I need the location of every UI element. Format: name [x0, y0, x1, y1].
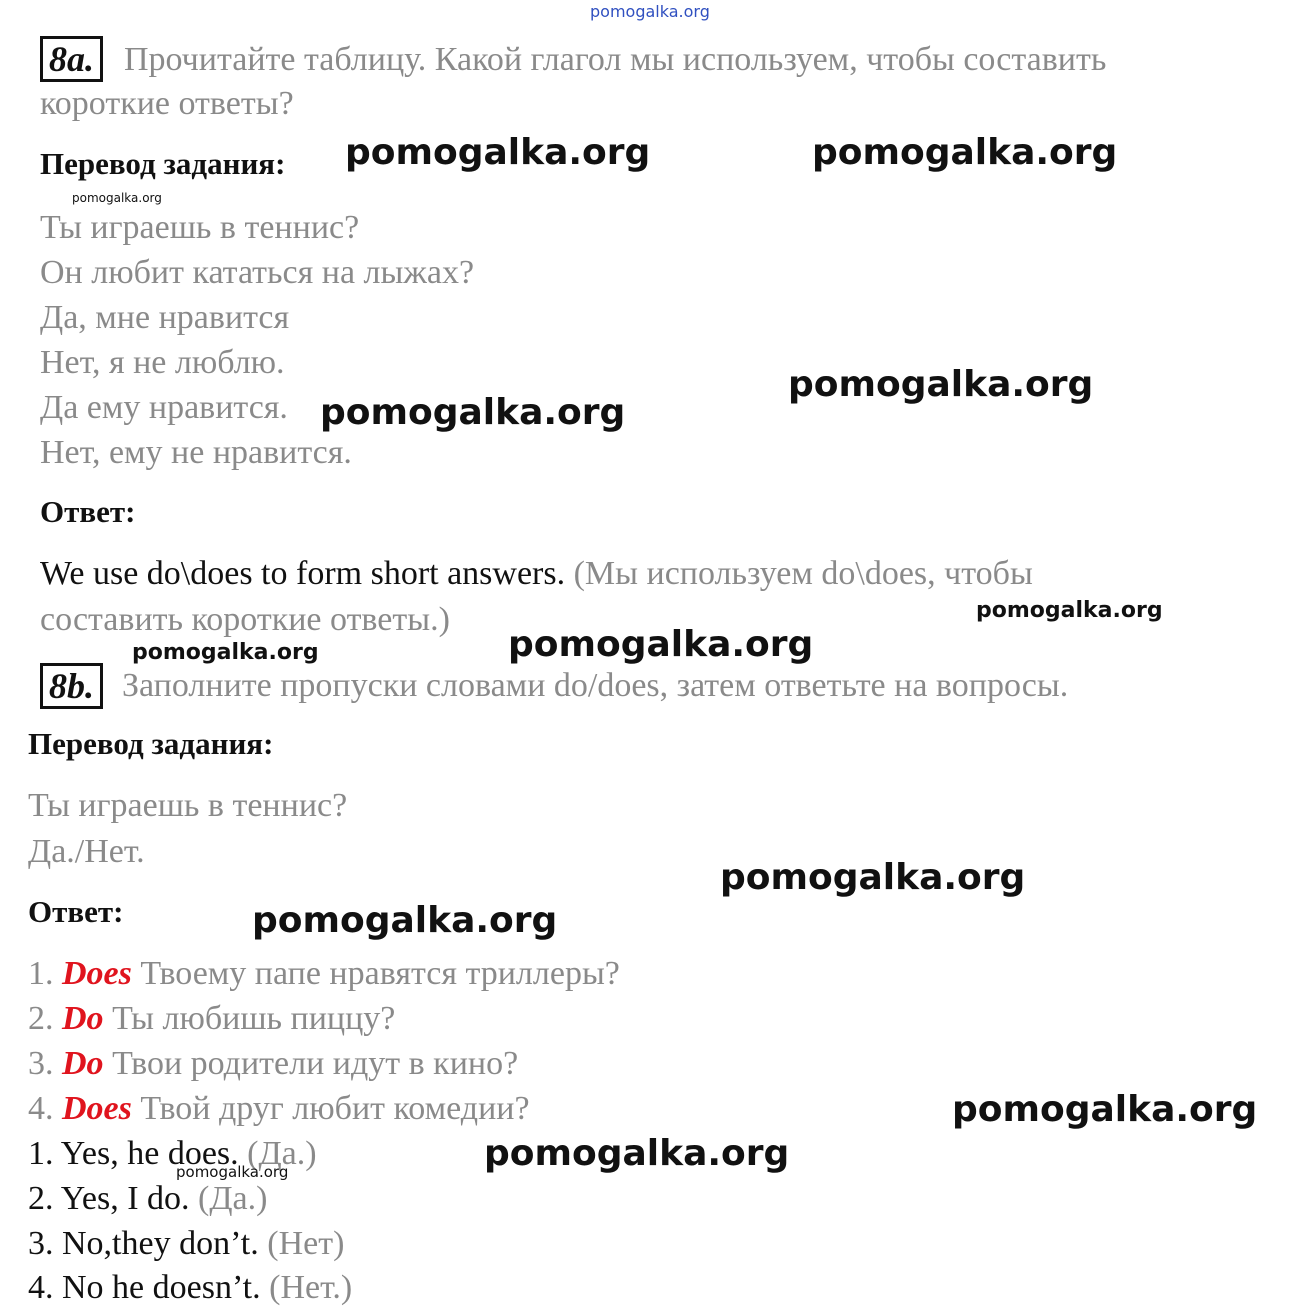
question-row	[28, 1042, 518, 1086]
question-text: Твой друг любит комедии?	[140, 1090, 530, 1127]
task-8a-translation-line: Да ему нравится.	[40, 389, 288, 426]
watermark: pomogalka.org	[484, 1133, 790, 1174]
answer-ru: (Да.)	[247, 1135, 317, 1172]
watermark: pomogalka.org	[508, 624, 814, 665]
task-8a-instruction-line1: Прочитайте таблицу. Какой глагол мы используем, чтобы составить	[124, 41, 1107, 78]
task-8a-translation-line: Он любит кататься на лыжах?	[40, 254, 475, 291]
answer-en: Yes, he does.	[60, 1135, 239, 1172]
task-8b-translation-line: Да./Нет.	[28, 833, 145, 870]
task-8a-instruction-line2: короткие ответы?	[40, 85, 294, 122]
task-8a-badge: 8a.	[40, 36, 103, 82]
task-8b-badge: 8b.	[40, 663, 103, 709]
task-8a-answer-ru: (Мы используем do\does, чтобы	[573, 555, 1033, 592]
question-row	[28, 1087, 530, 1131]
answer-num: 4.	[28, 1269, 54, 1306]
question-num: 1.	[28, 955, 54, 992]
answer-ru: (Да.)	[198, 1180, 268, 1217]
answer-ru: (Нет)	[267, 1225, 345, 1262]
answer-num: 2.	[28, 1180, 54, 1217]
watermark: pomogalka.org	[176, 1163, 289, 1181]
answer-num: 3.	[28, 1225, 54, 1262]
task-8a-answer-heading: Ответ:	[40, 494, 136, 529]
task-8a-translation-line: Нет, ему не нравится.	[40, 434, 352, 471]
question-verb: Does	[62, 955, 132, 992]
answer-en: No,they don’t.	[62, 1225, 259, 1262]
task-8b-answer-heading: Ответ:	[28, 894, 124, 929]
watermark: pomogalka.org	[345, 132, 651, 173]
task-8a-translation-line: Ты играешь в теннис?	[40, 209, 360, 246]
question-row	[28, 997, 395, 1041]
watermark: pomogalka.org	[976, 598, 1163, 623]
answer-row	[28, 1177, 267, 1221]
task-8a-translation-heading: Перевод задания:	[40, 146, 286, 181]
watermark: pomogalka.org	[252, 900, 558, 941]
question-text: Ты любишь пиццу?	[112, 1000, 396, 1037]
watermark: pomogalka.org	[72, 191, 162, 205]
answer-row	[28, 1266, 352, 1310]
answer-en: No he doesn’t.	[62, 1269, 261, 1306]
question-num: 2.	[28, 1000, 54, 1037]
question-row	[28, 952, 620, 996]
watermark: pomogalka.org	[720, 857, 1026, 898]
answer-row	[28, 1222, 344, 1266]
task-8a-answer-en: We use do\does to form short answers.	[40, 555, 566, 592]
answer-en: Yes, I do.	[60, 1180, 190, 1217]
question-num: 4.	[28, 1090, 54, 1127]
question-verb: Do	[62, 1045, 104, 1082]
task-8a-answer-line2: составить короткие ответы.)	[40, 601, 450, 638]
watermark: pomogalka.org	[788, 364, 1094, 405]
watermark: pomogalka.org	[132, 640, 319, 665]
task-8b-translation-heading: Перевод задания:	[28, 726, 274, 761]
question-verb: Do	[62, 1000, 104, 1037]
watermark: pomogalka.org	[320, 392, 626, 433]
answer-ru: (Нет.)	[269, 1269, 353, 1306]
task-8a-answer-line1	[40, 552, 1033, 596]
watermark: pomogalka.org	[952, 1089, 1258, 1130]
task-8a-translation-line: Нет, я не люблю.	[40, 344, 285, 381]
answer-num: 1.	[28, 1135, 54, 1172]
question-text: Твоему папе нравятся триллеры?	[140, 955, 620, 992]
question-text: Твои родители идут в кино?	[112, 1045, 519, 1082]
question-num: 3.	[28, 1045, 54, 1082]
question-verb: Does	[62, 1090, 132, 1127]
task-8b-instruction: Заполните пропуски словами do/does, затем ответьте на вопросы.	[122, 667, 1069, 704]
watermark-top: pomogalka.org	[590, 2, 710, 21]
task-8a-translation-line: Да, мне нравится	[40, 299, 290, 336]
watermark: pomogalka.org	[812, 132, 1118, 173]
task-8b-translation-line: Ты играешь в теннис?	[28, 787, 348, 824]
